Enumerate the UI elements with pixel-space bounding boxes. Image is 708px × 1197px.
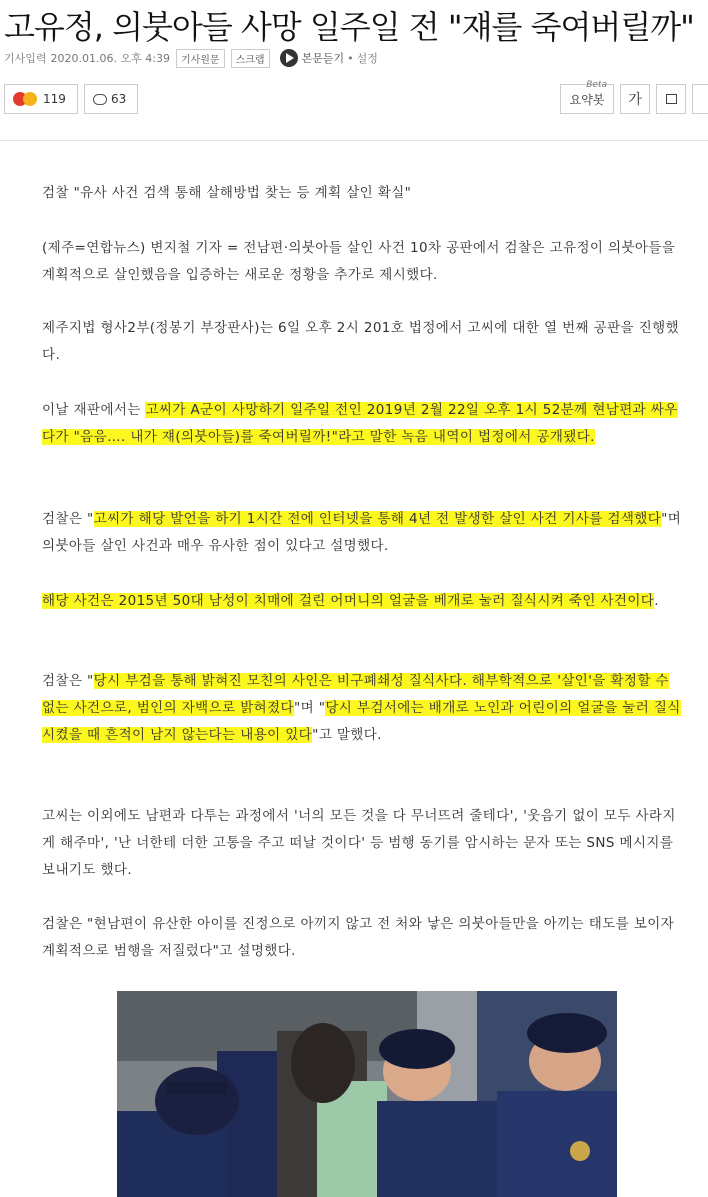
paragraph-6 <box>42 668 686 749</box>
comment-bubble-icon <box>93 94 107 105</box>
published-label: 기사입력 <box>4 52 47 65</box>
paragraph-text: . <box>654 593 659 609</box>
highlighted-text: 고씨가 해당 발언을 하기 1시간 전에 인터넷을 통해 4년 전 발생한 살인 사건 기사를 검색했다 <box>93 511 662 527</box>
settings-link[interactable]: 설정 <box>356 52 378 65</box>
surprised-emoji-icon <box>23 92 37 106</box>
reaction-count: 119 <box>43 92 66 106</box>
paragraph-1 <box>42 235 686 289</box>
listen-label: 본문듣기 <box>301 52 345 65</box>
reaction-button[interactable] <box>4 84 78 114</box>
paragraph-text: "며 " <box>293 700 326 716</box>
print-icon <box>666 94 677 104</box>
paragraph-text: "며 의붓아들 살인 사건과 매우 유사한 점이 있다고 설명했다. <box>42 511 682 554</box>
paragraph-text: 이날 재판에서는 <box>42 402 146 418</box>
paragraph-text: 검찰 "유사 사건 검색 통해 살해방법 찾는 등 계획 살인 확실" <box>42 185 412 201</box>
more-tools-button[interactable] <box>692 84 708 114</box>
paragraph-text: 고씨는 이외에도 남편과 다투는 과정에서 '너의 모든 것을 다 무너뜨려 줄테다', '웃음기 없이 모두 사라지게 해주마', '난 너한테 더한 고통을 주고 떠날 것이다' 등 범행 동기를 암시하는 문자 또는 SNS 메시지를 보내기도 했다. <box>42 808 676 878</box>
paragraph-text: (제주=연합뉴스) 변지철 기자 = 전남편·의붓아들 살인 사건 10차 공판에서 검찰은 고유정이 의붓아들을 계획적으로 살인했음을 입증하는 새로운 정황을 추가로 제시했다. <box>42 240 676 283</box>
article-photo <box>117 991 617 1197</box>
beta-label: Beta <box>586 80 607 90</box>
paragraph-text: "고 말했다. <box>312 727 382 743</box>
paragraph-0 <box>42 180 686 207</box>
photo-illustration <box>117 991 617 1197</box>
paragraph-7 <box>42 803 686 884</box>
scrap-button[interactable]: 스크랩 <box>231 49 270 68</box>
paragraph-8 <box>42 911 686 965</box>
article-title: 고유정, 의붓아들 사망 일주일 전 "쟤를 죽여버릴까" <box>4 8 694 46</box>
meta-separator: • <box>347 51 354 65</box>
published-date: 2020.01.06. 오후 4:39 <box>50 52 170 65</box>
listen-button[interactable] <box>280 49 345 67</box>
paragraph-3 <box>42 397 686 451</box>
highlighted-text: 당시 부검서에는 배개로 노인과 어린이의 얼굴을 눌러 질식시켰을 때 흔적이 남지 않는다는 내용이 있다 <box>42 700 681 743</box>
comment-count: 63 <box>111 92 127 106</box>
paragraph-text: 제주지법 형사2부(정봉기 부장판사)는 6일 오후 2시 201호 법정에서 고씨에 대한 열 번째 공판을 진행했다. <box>42 320 680 363</box>
summary-bot-button[interactable] <box>560 80 614 114</box>
original-article-button[interactable]: 기사원문 <box>176 49 225 68</box>
print-button[interactable] <box>656 84 686 114</box>
paragraph-2 <box>42 315 686 369</box>
header-divider <box>0 140 708 141</box>
highlighted-text: 해당 사건은 2015년 50대 남성이 치매에 걸린 어머니의 얼굴을 베개로 눌러 질식시켜 죽인 사건이다 <box>42 593 655 609</box>
article-meta <box>4 48 378 68</box>
highlighted-text: 당시 부검을 통해 밝혀진 모친의 사인은 비구폐쇄성 질식사다. 해부학적으로 '살인'을 확정할 수 없는 사건으로, 범인의 자백으로 밝혀졌다 <box>42 673 669 716</box>
paragraph-5 <box>42 588 686 615</box>
highlighted-text: 고씨가 A군이 사망하기 일주일 전인 2019년 2월 22일 오후 1시 52분께 현남편과 싸우다가 "음음…. 내가 쟤(의붓아들)를 죽여버릴까!"라고 말한 녹음 내역이 법정에서 공개됐다. <box>42 402 678 445</box>
comment-button[interactable] <box>84 84 138 114</box>
play-icon <box>280 49 298 67</box>
summary-bot-label: 요약봇 <box>569 92 605 107</box>
paragraph-text: 검찰은 " <box>42 511 94 527</box>
paragraph-4 <box>42 506 686 560</box>
paragraph-text: 검찰은 " <box>42 673 94 689</box>
paragraph-text: 검찰은 "현남편이 유산한 아이를 진정으로 아끼지 않고 전 처와 낳은 의붓아들만을 아끼는 태도를 보이자 계획적으로 범행을 저질렀다"고 설명했다. <box>42 916 675 959</box>
font-size-button[interactable]: 가 <box>620 84 650 114</box>
